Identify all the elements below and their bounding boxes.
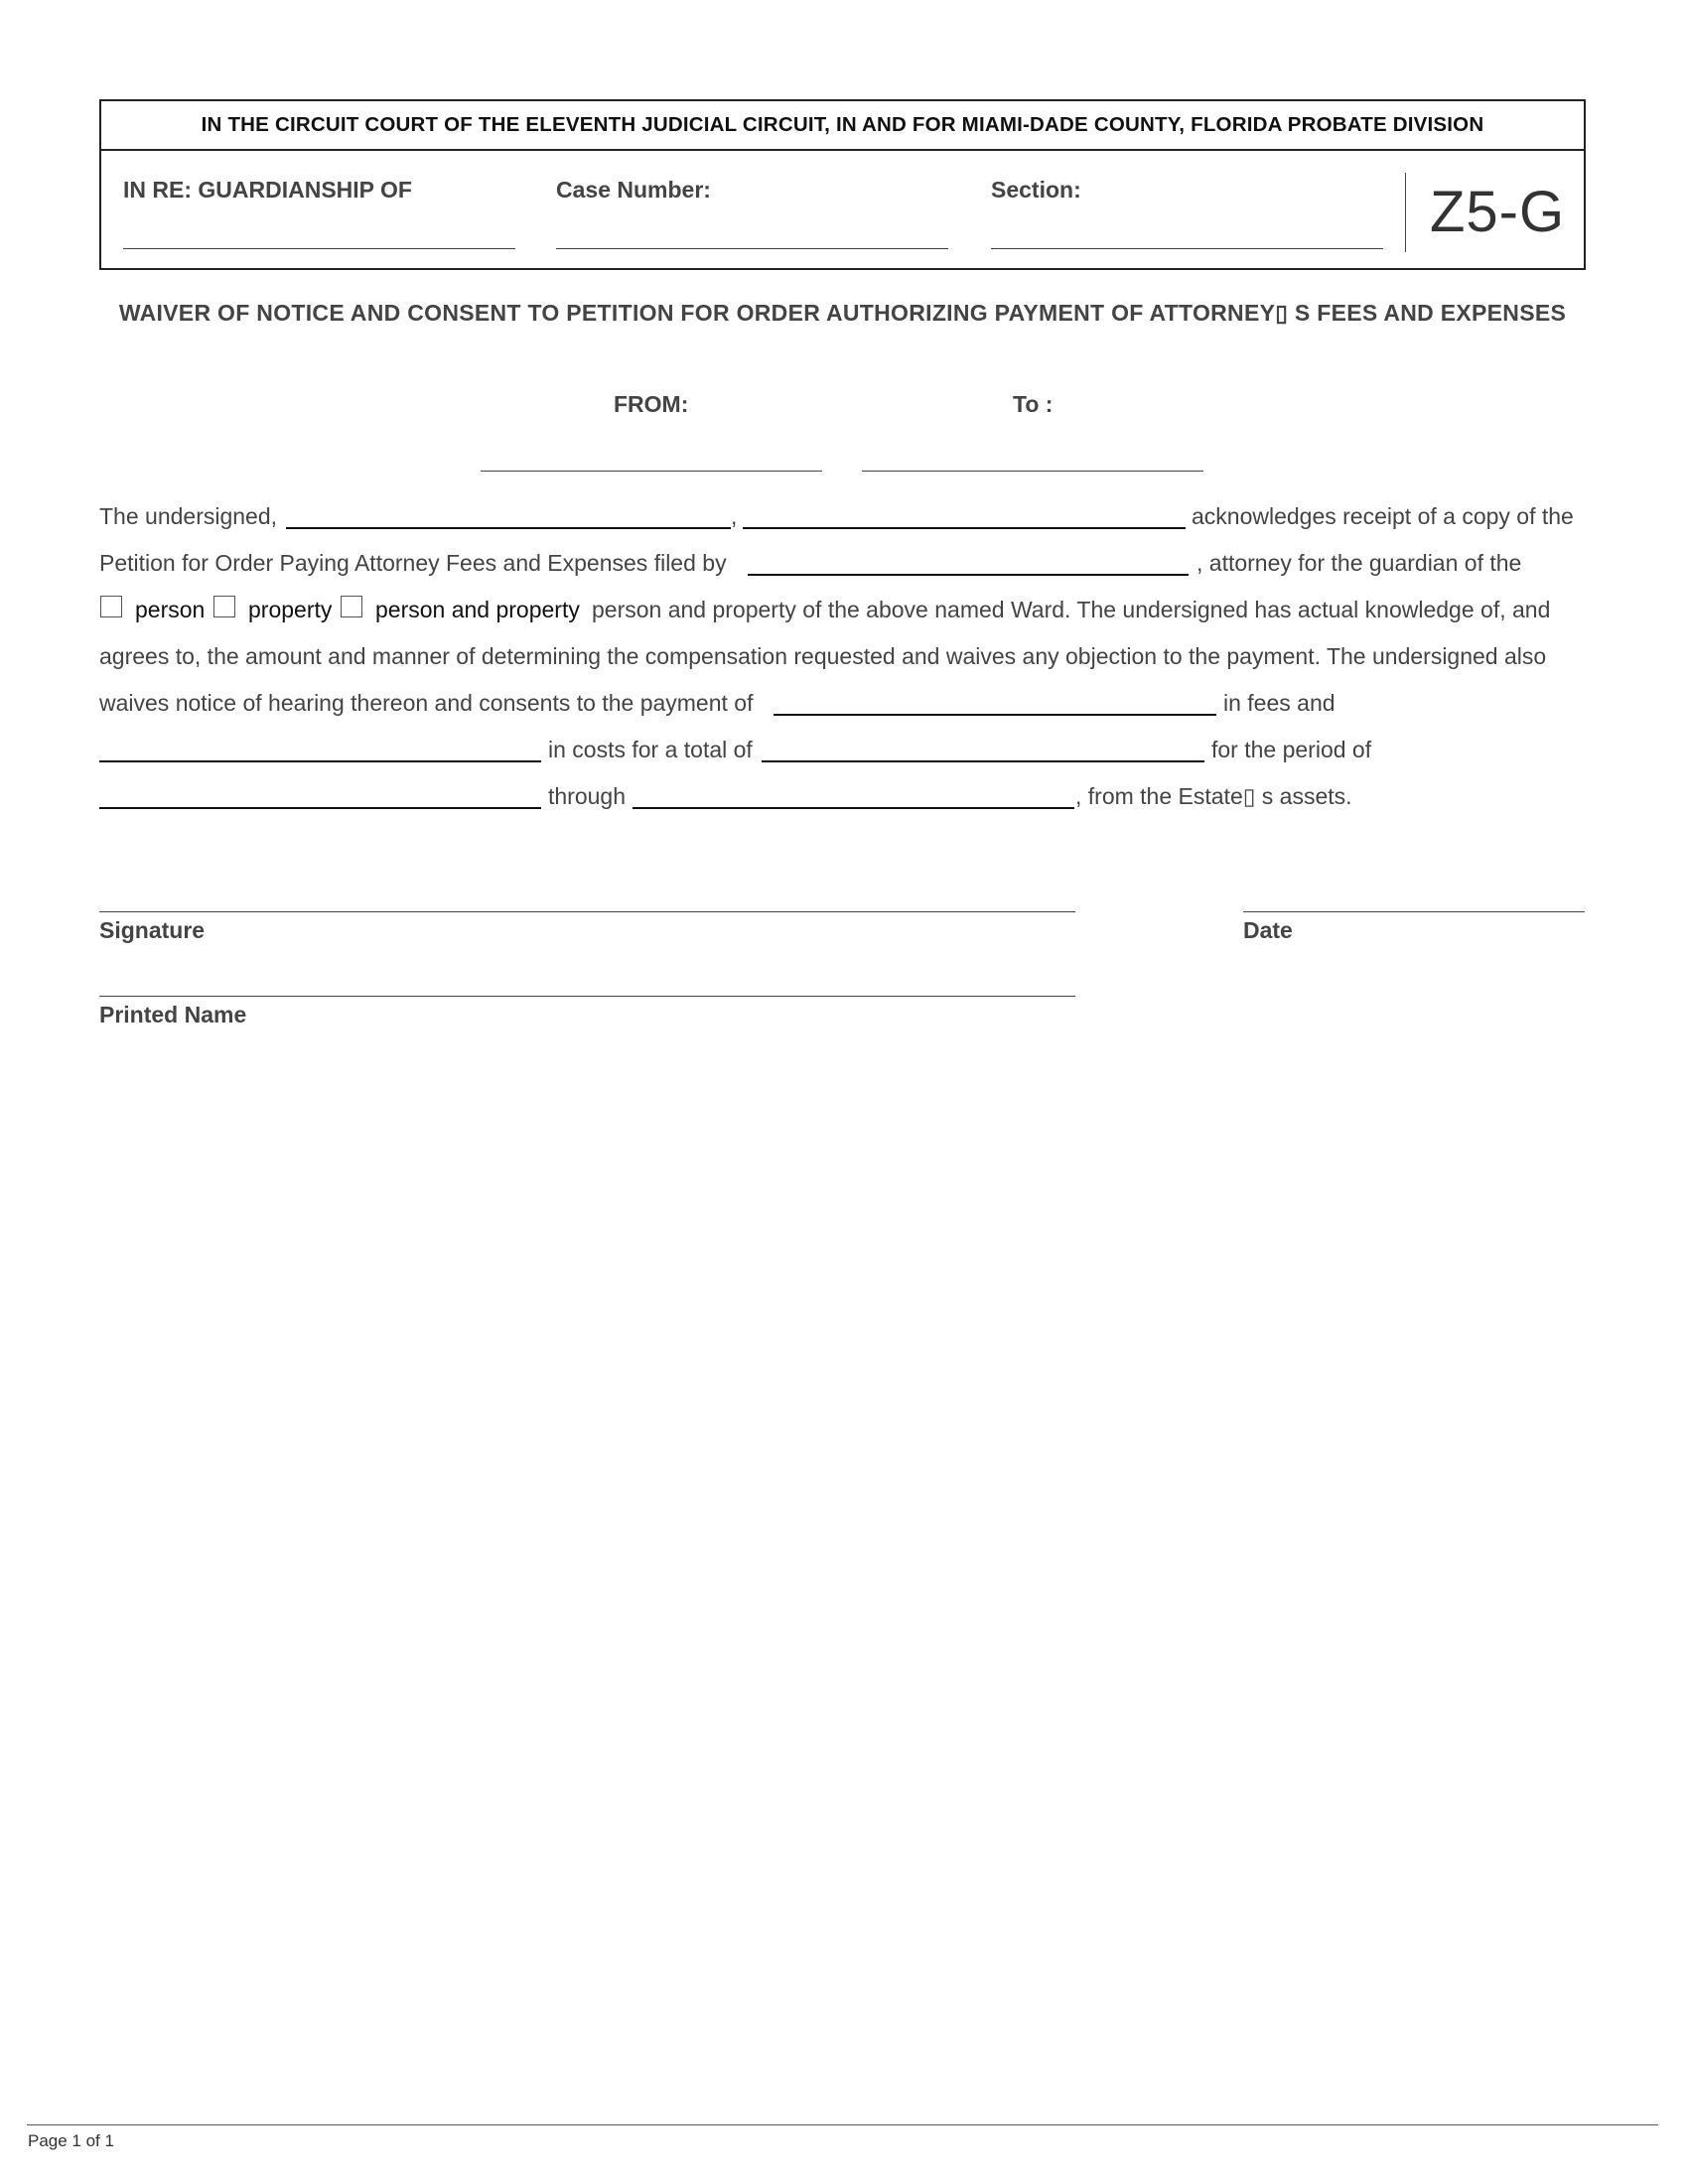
- property-checkbox-label: property: [248, 597, 333, 622]
- case-number-field[interactable]: [556, 248, 948, 249]
- body-line2-end: , attorney for the guardian of the: [1196, 550, 1522, 576]
- to-label: To :: [1013, 391, 1054, 417]
- court-heading: IN THE CIRCUIT COURT OF THE ELEVENTH JUDICIAL CIRCUIT, IN AND FOR MIAMI-DADE COUNTY, FLORIDA PROBATE DIVISION: [101, 101, 1584, 151]
- to-date-field[interactable]: [862, 471, 1203, 472]
- body-line7-end: , from the Estate▯ s assets.: [1075, 783, 1352, 809]
- from-date-field[interactable]: [481, 471, 822, 472]
- form-code: Z5-G: [1430, 180, 1566, 244]
- total-amount-field[interactable]: [762, 760, 1204, 762]
- body-line4: agrees to, the amount and manner of determining the compensation requested and waives any objection to the payment. The undersigned also: [99, 643, 1547, 669]
- body-line1-start: The undersigned,: [99, 503, 278, 529]
- footer-divider: [27, 2124, 1658, 2125]
- person-checkbox-label: person: [135, 597, 206, 622]
- date-field[interactable]: [1243, 911, 1585, 912]
- body-line6-end: for the period of: [1211, 737, 1372, 762]
- signature-field[interactable]: [99, 911, 1075, 912]
- in-re-label: IN RE: GUARDIANSHIP OF: [123, 177, 412, 203]
- body-line5-start: waives notice of hearing thereon and consents to the payment of: [99, 690, 754, 716]
- body-line1-comma: ,: [731, 503, 738, 529]
- page-number: Page 1 of 1: [28, 2131, 114, 2150]
- ward-name-field[interactable]: [123, 248, 515, 249]
- printed-name-field[interactable]: [99, 996, 1075, 997]
- form-code-divider: [1405, 173, 1406, 252]
- costs-amount-field[interactable]: [99, 760, 541, 762]
- body-line5-end: in fees and: [1223, 690, 1336, 716]
- body-line6-mid: in costs for a total of: [548, 737, 753, 762]
- section-field[interactable]: [991, 248, 1383, 249]
- body-line2-start: Petition for Order Paying Attorney Fees and Expenses filed by: [99, 550, 727, 576]
- fees-amount-field[interactable]: [774, 714, 1216, 716]
- from-label: FROM:: [614, 391, 689, 417]
- body-line3-end: person and property of the above named Ward. The undersigned has actual knowledge of, and: [592, 597, 1551, 622]
- printed-name-label: Printed Name: [99, 1002, 247, 1027]
- undersigned-name-field[interactable]: [286, 527, 731, 529]
- undersigned-capacity-field[interactable]: [743, 527, 1186, 529]
- person-and-property-checkbox-label: person and property: [375, 597, 580, 622]
- section-label: Section:: [991, 177, 1081, 203]
- case-caption: [99, 99, 1586, 270]
- period-end-field[interactable]: [633, 807, 1074, 809]
- period-start-field[interactable]: [99, 807, 541, 809]
- person-checkbox[interactable]: [100, 596, 122, 617]
- signature-label: Signature: [99, 917, 206, 943]
- attorney-name-field[interactable]: [748, 574, 1189, 576]
- case-number-label: Case Number:: [556, 177, 711, 203]
- date-label: Date: [1243, 917, 1293, 943]
- property-checkbox[interactable]: [213, 596, 235, 617]
- body-line7-mid: through: [548, 783, 627, 809]
- document-title: WAIVER OF NOTICE AND CONSENT TO PETITION FOR ORDER AUTHORIZING PAYMENT OF ATTORNEY▯ S FEES AND EXPENSES: [118, 300, 1567, 326]
- body-line1-end: acknowledges receipt of a copy of the: [1192, 503, 1574, 529]
- person-and-property-checkbox[interactable]: [341, 596, 362, 617]
